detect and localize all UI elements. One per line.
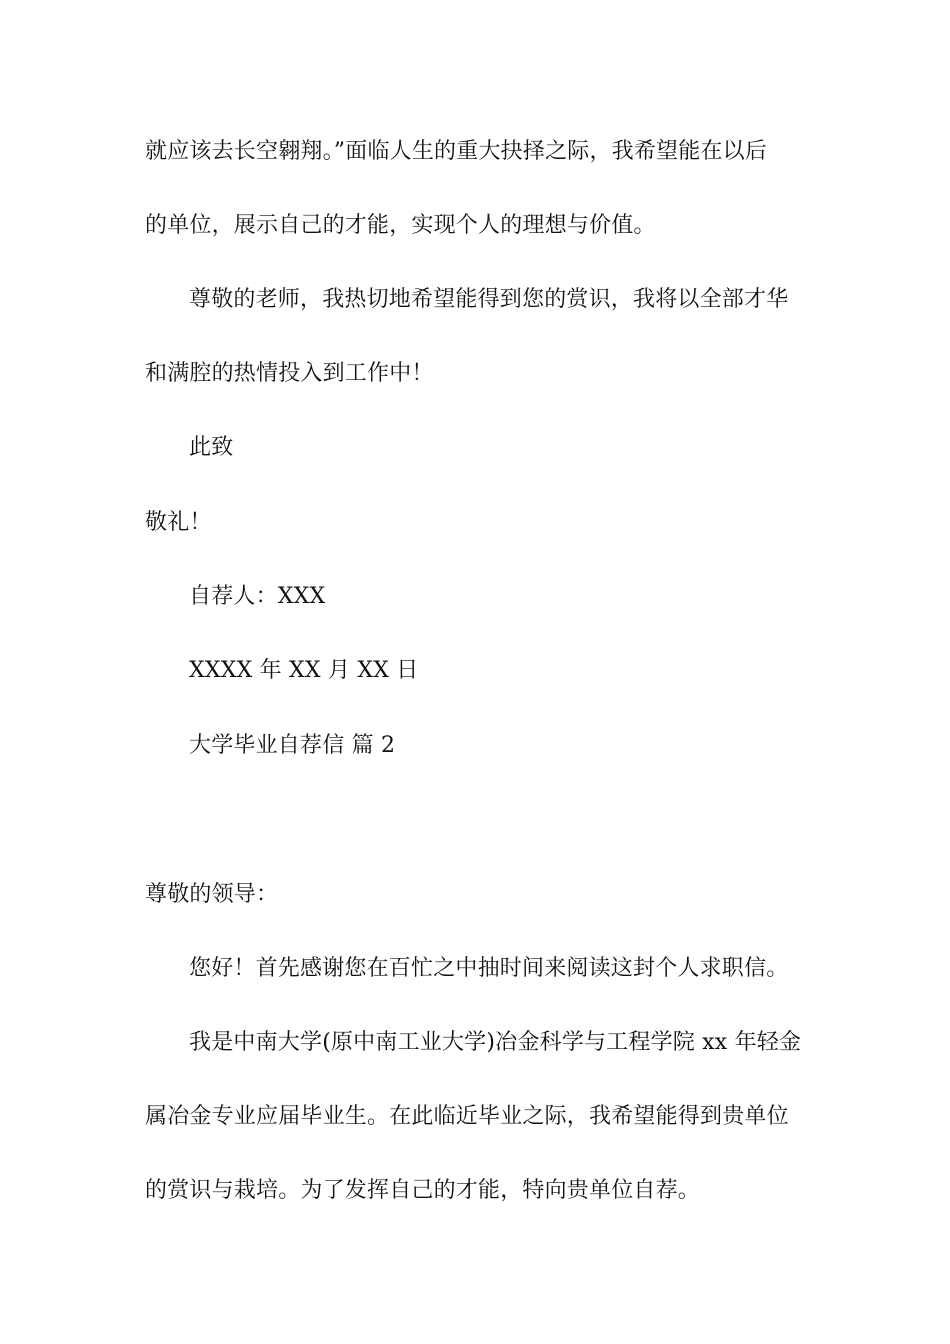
paragraph-line: 您好！首先感谢您在百忙之中抽时间来阅读这封个人求职信。 [189,956,789,981]
date-line: XXXX 年 XX 月 XX 日 [189,658,419,683]
closing-phrase: 此致 [189,435,234,460]
signature-line: 自荐人：XXX [189,584,326,609]
salutation-closing: 敬礼！ [145,510,212,535]
paragraph-line: 属冶金专业应届毕业生。在此临近毕业之际，我希望能得到贵单位 [145,1104,789,1129]
paragraph-line: 尊敬的老师，我热切地希望能得到您的赏识，我将以全部才华 [189,287,789,312]
greeting-line: 尊敬的领导： [145,882,279,907]
paragraph-line: 就应该去长空翱翔。”面临人生的重大抉择之际，我希望能在以后 [145,139,768,164]
paragraph-line: 我是中南大学(原中南工业大学)冶金科学与工程学院 xx 年轻金 [189,1030,802,1055]
section-title: 大学毕业自荐信 篇 2 [189,733,396,758]
paragraph-line: 的赏识与栽培。为了发挥自己的才能，特向贵单位自荐。 [145,1178,701,1203]
paragraph-line: 和满腔的热情投入到工作中！ [145,361,434,386]
paragraph-line: 的单位，展示自己的才能，实现个人的理想与价值。 [145,213,656,238]
